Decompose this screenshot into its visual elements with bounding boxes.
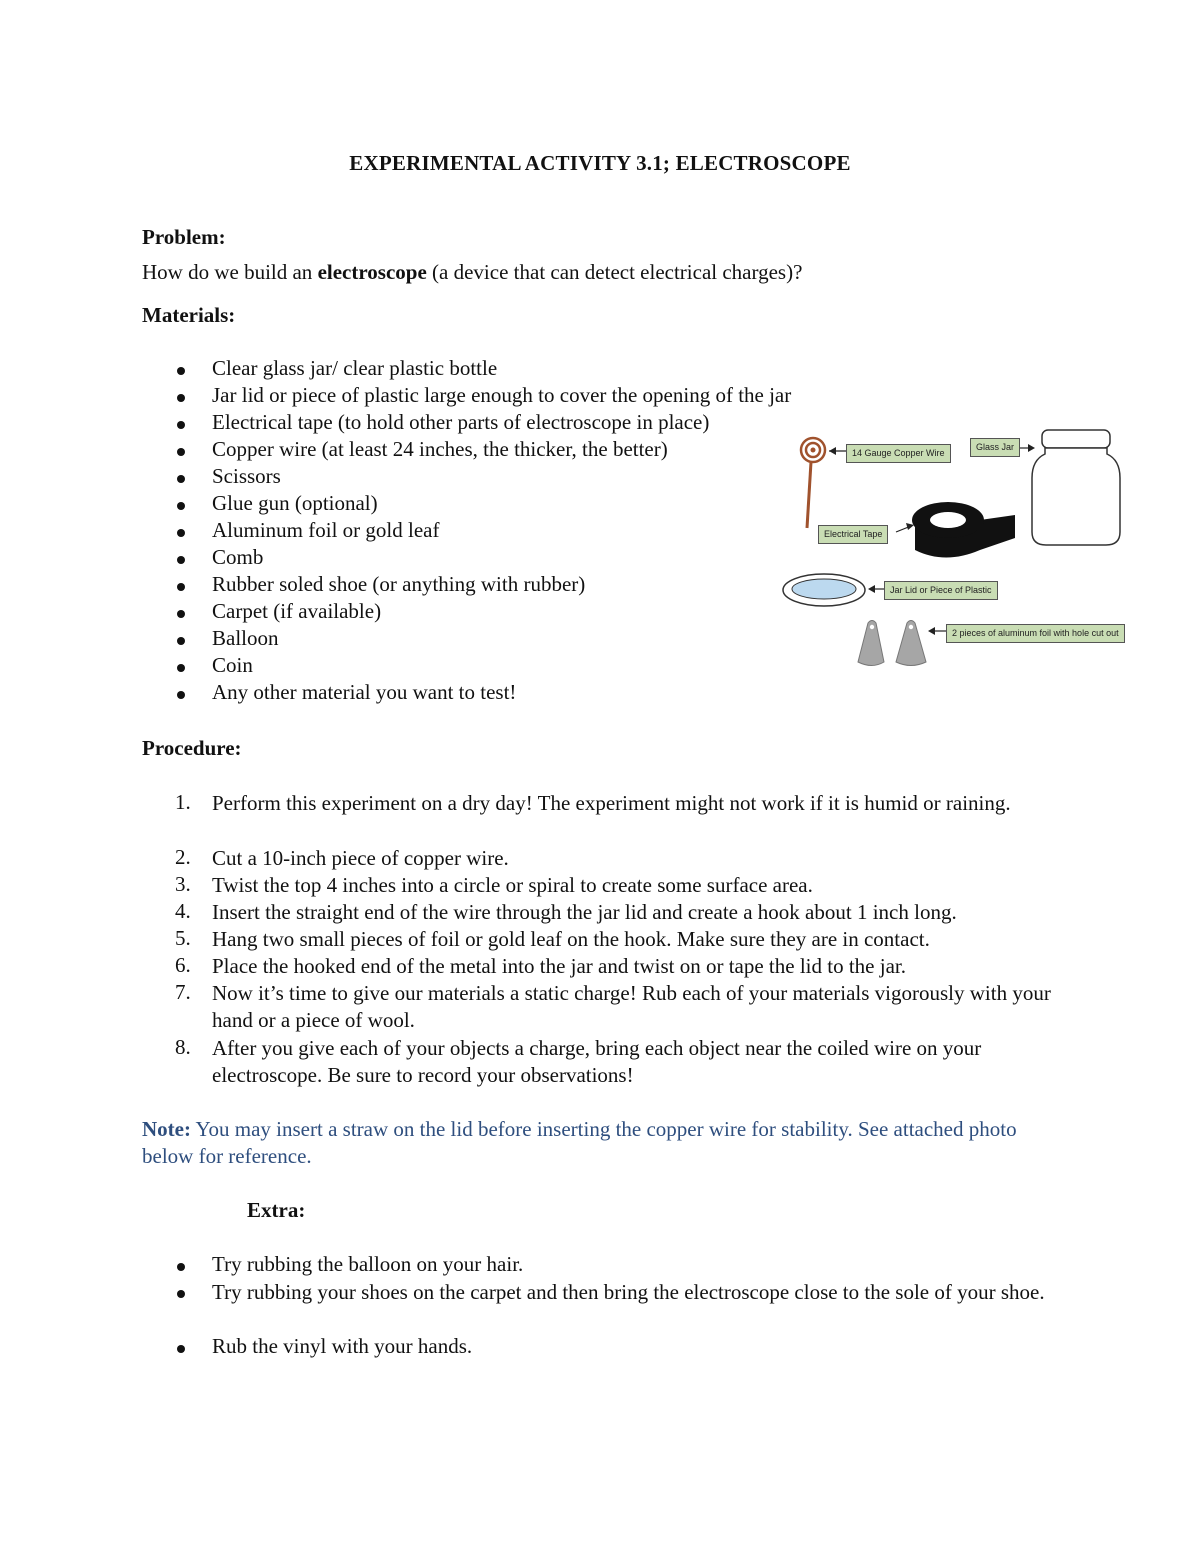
list-item-text: Rubber soled shoe (or anything with rubber) (212, 572, 586, 596)
list-item-text: Try rubbing your shoes on the carpet and then bring the electroscope close to the sole of your shoe. (212, 1280, 1045, 1304)
step-number: 1. (175, 790, 191, 814)
list-item-text: Comb (212, 545, 264, 569)
list-item-text: Copper wire (at least 24 inches, the thicker, the better) (212, 437, 668, 461)
step-number: 2. (175, 845, 191, 869)
list-item-text: Glue gun (optional) (212, 491, 378, 515)
problem-text (142, 260, 802, 285)
bullet-icon (177, 610, 185, 618)
label-copper-wire: 14 Gauge Copper Wire (846, 444, 951, 463)
bullet-icon (177, 1345, 185, 1353)
bullet-icon (177, 664, 185, 672)
label-glass-jar: Glass Jar (970, 438, 1020, 457)
step-number: 5. (175, 926, 191, 950)
aluminum-foil-icon (858, 621, 926, 666)
problem-heading: Problem: (142, 225, 226, 249)
bullet-icon (177, 529, 185, 537)
step-text: Now it’s time to give our materials a static charge! Rub each of your materials vigorously with your hand or a piece of wool. (212, 981, 1051, 1032)
step-text: Insert the straight end of the wire through the jar lid and create a hook about 1 inch long. (212, 900, 957, 924)
list-item-text: Electrical tape (to hold other parts of electroscope in place) (212, 410, 710, 434)
problem-text-before: How do we build an (142, 260, 318, 284)
extra-list (142, 1252, 1102, 1372)
list-item-text: Aluminum foil or gold leaf (212, 518, 440, 542)
bullet-icon (177, 394, 185, 402)
step-text: Twist the top 4 inches into a circle or spiral to create some surface area. (212, 873, 813, 897)
materials-figure (780, 420, 1125, 675)
note-paragraph (142, 1116, 1042, 1170)
list-item-text: Scissors (212, 464, 281, 488)
procedure-list (142, 790, 1102, 1100)
bullet-icon (177, 556, 185, 564)
list-item-text: Balloon (212, 626, 279, 650)
bullet-icon (177, 637, 185, 645)
glass-jar-icon (1032, 430, 1120, 545)
list-item-text: Rub the vinyl with your hands. (212, 1334, 473, 1358)
copper-wire-icon (801, 438, 825, 528)
page-title: EXPERIMENTAL ACTIVITY 3.1; ELECTROSCOPE (349, 151, 851, 175)
step-number: 3. (175, 872, 191, 896)
label-jar-lid: Jar Lid or Piece of Plastic (884, 581, 998, 600)
label-electrical-tape: Electrical Tape (818, 525, 888, 544)
extra-heading: Extra: (247, 1198, 306, 1222)
list-item-text: Try rubbing the balloon on your hair. (212, 1252, 524, 1276)
materials-heading: Materials: (142, 303, 236, 327)
bullet-icon (177, 448, 185, 456)
jar-lid-icon (783, 574, 865, 606)
list-item-text: Coin (212, 653, 253, 677)
note-label: Note: (142, 1117, 191, 1141)
list-item-text: Jar lid or piece of plastic large enough to cover the opening of the jar (212, 383, 792, 407)
step-text: Perform this experiment on a dry day! The experiment might not work if it is humid or raining. (212, 791, 1011, 815)
list-item-text: Any other material you want to test! (212, 680, 517, 704)
bullet-icon (177, 583, 185, 591)
step-number: 6. (175, 953, 191, 977)
bullet-icon (177, 1290, 185, 1298)
bullet-icon (177, 367, 185, 375)
bullet-icon (177, 475, 185, 483)
step-number: 4. (175, 899, 191, 923)
label-foil: 2 pieces of aluminum foil with hole cut out (946, 624, 1125, 643)
bullet-icon (177, 502, 185, 510)
problem-text-after: (a device that can detect electrical charges)? (426, 260, 803, 284)
list-item-text: Clear glass jar/ clear plastic bottle (212, 356, 498, 380)
step-number: 8. (175, 1035, 191, 1059)
step-text: Place the hooked end of the metal into the jar and twist on or tape the lid to the jar. (212, 954, 906, 978)
note-text: You may insert a straw on the lid before inserting the copper wire for stability. See attached photo below for reference. (142, 1117, 1017, 1168)
procedure-heading: Procedure: (142, 736, 242, 760)
electrical-tape-icon (912, 502, 1015, 558)
list-item-text: Carpet (if available) (212, 599, 382, 623)
step-text: Hang two small pieces of foil or gold leaf on the hook. Make sure they are in contact. (212, 927, 930, 951)
step-text: Cut a 10-inch piece of copper wire. (212, 846, 509, 870)
step-text: After you give each of your objects a charge, bring each object near the coiled wire on your electroscope. Be sure to record your observations! (212, 1036, 982, 1087)
bullet-icon (177, 1263, 185, 1271)
problem-text-bold: electroscope (317, 260, 427, 284)
bullet-icon (177, 691, 185, 699)
bullet-icon (177, 421, 185, 429)
step-number: 7. (175, 980, 191, 1004)
